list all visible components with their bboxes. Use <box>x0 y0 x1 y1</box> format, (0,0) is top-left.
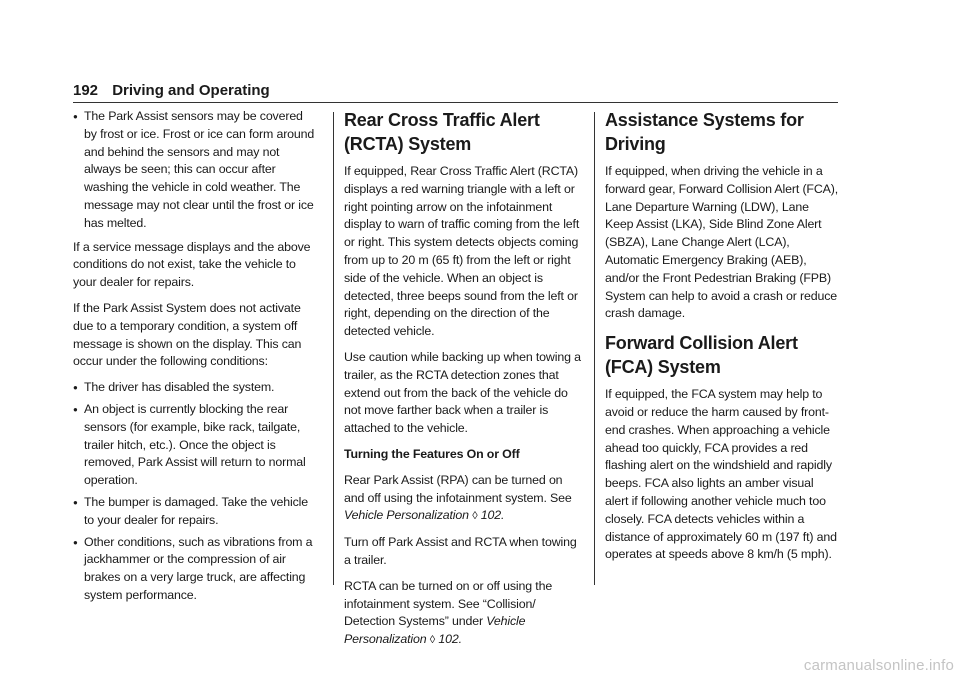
list-item: ● The driver has disabled the system. <box>73 379 318 397</box>
paragraph: If equipped, when driving the vehicle in a forward gear, Forward Collision Alert (FCA), Lane Departure Warning (LDW), Lane Keep Assist (LKA), Side Blind Zone Alert (SBZA), Lane Change Alert (LCA), Automatic Emergency Braking (AEB), and/or the Front Pedestrian Braking (FPB) System can help to avoid a crash or reduce crash damage. <box>605 164 839 321</box>
page-ref[interactable]: 102. <box>480 508 505 523</box>
page-ref[interactable]: 102. <box>438 632 462 647</box>
subheading: Turning the Features On or Off <box>344 446 520 461</box>
paragraph: If equipped, the FCA system may help to avoid or reduce the harm caused by front-end crashes. When approaching a vehicle ahead too quickly, FCA provides a red flashing alert on the windshield and rapidly beeps. FCA also lights an amber visual alert if following another vehicle much too closely. FCA detects vehicles within a distance of approximately 60 m (197 ft) and operates at speeds above 8 km/h (5 mph). <box>605 387 837 562</box>
list-item: ● The Park Assist sensors may be covered by frost or ice. Frost or ice can form around and behind the sensors and may not always be seen; this can occur after washing the vehicle in cold weather. The message may not clear until the frost or ice has melted. <box>73 108 318 233</box>
cross-reference-link[interactable]: Vehicle Personalization <box>344 614 526 647</box>
paragraph-text: Rear Park Assist (RPA) can be turned on and off using the infotainment system. See <box>344 472 572 505</box>
section-heading: Rear Cross Traffic Alert (RCTA) System <box>344 110 540 154</box>
bullet-list <box>73 108 318 233</box>
section-heading: Forward Collision Alert (FCA) System <box>605 333 798 378</box>
paragraph: If the Park Assist System does not activate due to a temporary condition, a system off message is shown on the display. This can occur under the following conditions: <box>73 300 302 369</box>
section-title: Driving and Operating <box>112 82 270 99</box>
column-middle <box>344 108 584 658</box>
watermark: carmanualsonline.info <box>803 657 954 674</box>
paragraph: If a service message displays and the above conditions do not exist, take the vehicle to your dealer for repairs. <box>73 239 311 290</box>
column-divider <box>594 112 595 585</box>
column-right <box>605 108 840 572</box>
column-divider <box>333 112 334 585</box>
page-number: 192 <box>73 82 99 99</box>
list-item: ● An object is currently blocking the rear sensors (for example, bike rack, tailgate, trailer hitch, etc.). Once the object is removed, Park Assist will return to normal operation. <box>73 401 318 490</box>
paragraph <box>344 472 584 526</box>
bullet-list <box>73 379 318 605</box>
list-item: ● Other conditions, such as vibrations from a jackhammer or the compression of air brakes on a very large truck, are affecting system performance. <box>73 534 318 605</box>
paragraph: Use caution while backing up when towing a trailer, as the RCTA detection zones that extend out from the back of the vehicle do not move farther back when a trailer is attached to the vehicle. <box>344 349 581 436</box>
paragraph-text: RCTA can be turned on or off using the infotainment system. See “Collision/ Detection Systems” under <box>344 578 553 629</box>
page-header <box>73 82 838 103</box>
cross-reference-link[interactable]: Vehicle Personalization <box>344 508 469 523</box>
page-ref-icon: ◊ <box>472 510 478 523</box>
page-ref-icon: ◊ <box>429 634 436 647</box>
paragraph: Turn off Park Assist and RCTA when towing a trailer. <box>344 535 577 567</box>
column-left <box>73 108 318 611</box>
section-heading: Assistance Systems for Driving <box>605 110 804 154</box>
list-item: ● The bumper is damaged. Take the vehicle to your dealer for repairs. <box>73 494 318 530</box>
paragraph: If equipped, Rear Cross Traffic Alert (RCTA) displays a red warning triangle with a left or right pointing arrow on the infotainment display to warn of traffic coming from the left or right. This system detects objects coming from up to 20 m (65 ft) from the left or right side of the vehicle. When an object is detected, three beeps sound from the left or right, depending on the direction of the detected vehicle. <box>344 164 580 339</box>
paragraph <box>344 578 584 650</box>
